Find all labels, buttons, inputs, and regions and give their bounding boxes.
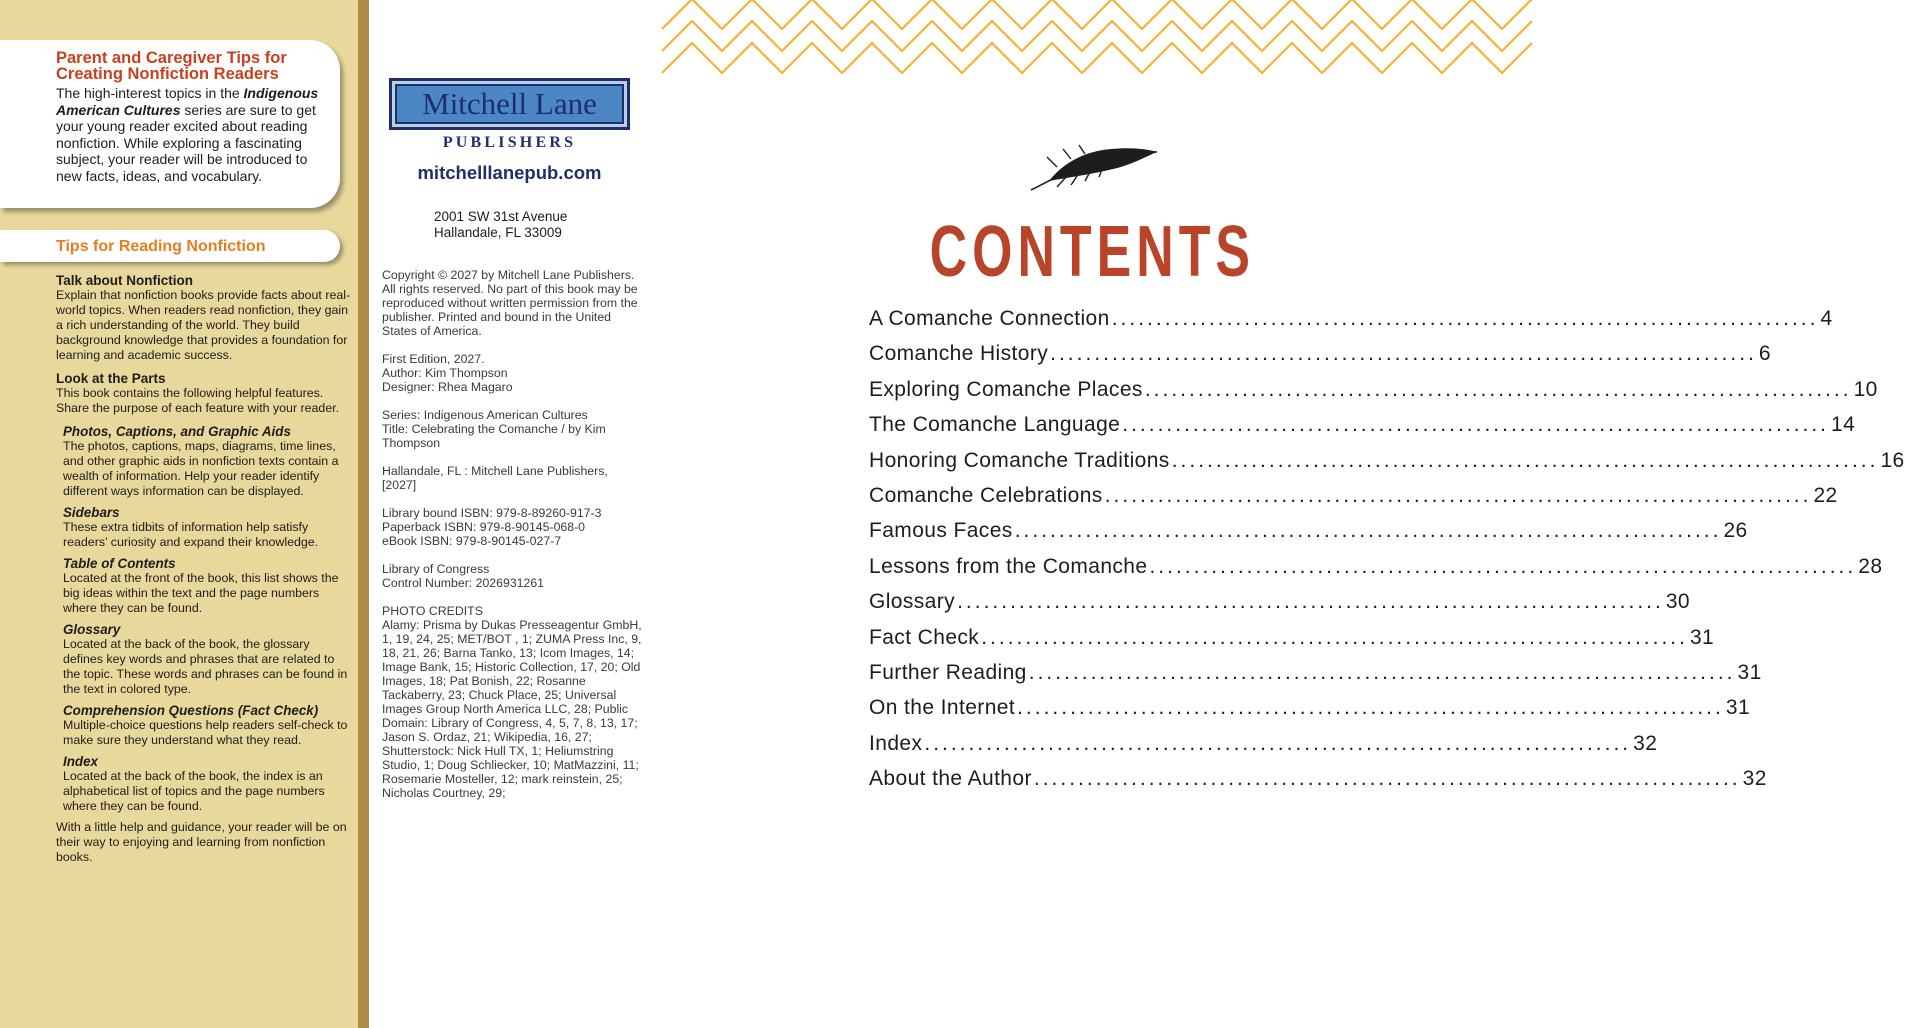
feature-title: Comprehension Questions (Fact Check) <box>63 703 319 718</box>
toc-label: Index <box>869 731 923 755</box>
toc-leader-dots: ................................................................................ <box>1014 519 1722 543</box>
toc-label: Famous Faces <box>869 519 1013 543</box>
toc-label: The Comanche Language <box>869 413 1121 437</box>
toc-page-number: 22 <box>1813 483 1838 507</box>
parts-title: Look at the Parts <box>56 371 166 386</box>
toc-label: Honoring Comanche Traditions <box>869 448 1170 472</box>
series: Series: Indigenous American Cultures <box>382 408 588 422</box>
intro-text: The high-interest topics in the Indigenous American Cultures series are sure to get your young reader excited about reading nonfiction. While exploring a fascinating subject, your reader will be introduced to new facts, ideas, and vocabulary. <box>56 85 319 184</box>
toc-page-number: 31 <box>1689 625 1715 649</box>
toc-label: A Comanche Connection <box>869 307 1110 330</box>
toc-entry[interactable] <box>869 413 1856 448</box>
toc-page-number: 10 <box>1853 377 1878 401</box>
zigzag-line <box>662 21 1532 51</box>
copyright-imprint <box>382 268 644 814</box>
table-of-contents <box>869 307 1905 802</box>
feature-title: Photos, Captions, and Graphic Aids <box>63 424 291 439</box>
toc-label: Further Reading <box>869 660 1027 684</box>
toc-page-number: 28 <box>1858 554 1883 578</box>
toc-entry[interactable] <box>869 590 1690 625</box>
copyright-text: Copyright © 2027 by Mitchell Lane Publishers. All rights reserved. No part of this book may be reproduced without written permission from the publisher. Printed and bound in the United States of America. <box>382 268 638 338</box>
toc-leader-dots: ................................................................................ <box>1104 483 1812 507</box>
toc-label: About the Author <box>869 767 1032 791</box>
edition-block <box>382 352 644 394</box>
toc-entry[interactable] <box>869 483 1838 519</box>
feature-text: Located at the front of the book, this list shows the big ideas within the text and the page numbers where they can be found. <box>63 571 339 615</box>
tips-header: Tips for Reading Nonfiction <box>56 238 266 255</box>
toc-page-number: 6 <box>1758 342 1771 366</box>
toc-label: On the Internet <box>869 696 1016 720</box>
toc-leader-dots: ................................................................................ <box>1017 696 1724 720</box>
publisher-address <box>434 209 567 241</box>
gutter-stripe <box>358 0 369 1028</box>
tips-body <box>56 273 352 873</box>
designer: Designer: Rhea Magaro <box>382 380 513 394</box>
toc-label: Comanche Celebrations <box>869 483 1103 507</box>
feather-icon <box>1027 143 1159 193</box>
toc-page-number: 16 <box>1880 448 1905 472</box>
feature-title: Sidebars <box>63 505 120 520</box>
author: Author: Kim Thompson <box>382 366 508 380</box>
publication-place: Hallandale, FL : Mitchell Lane Publishers, [2027] <box>382 464 608 492</box>
loc-line: Library of Congress <box>382 562 490 576</box>
toc-page-number: 32 <box>1742 767 1767 791</box>
toc-entry[interactable] <box>869 696 1751 731</box>
series-block <box>382 408 644 450</box>
logo-name: Mitchell Lane <box>422 86 597 121</box>
toc-page-number: 32 <box>1633 731 1658 755</box>
toc-entry[interactable] <box>869 625 1715 661</box>
toc-leader-dots: ................................................................................ <box>924 731 1632 755</box>
feature-text: Multiple-choice questions help readers self-check to make sure they understand what they read. <box>63 718 348 747</box>
toc-page-number: 31 <box>1737 660 1762 684</box>
publisher-url[interactable]: mitchelllanepub.com <box>417 162 602 183</box>
isbn-ebook: eBook ISBN: 979-8-90145-027-7 <box>382 534 562 548</box>
toc-entry[interactable] <box>869 307 1833 342</box>
zigzag-line <box>662 0 1532 29</box>
photo-credits <box>382 604 644 800</box>
feature-text: Located at the back of the book, the glossary defines key words and phrases that are related to the topic. These words and phrases can be found in the text in colored type. <box>63 637 348 696</box>
toc-entry[interactable] <box>869 554 1883 590</box>
toc-leader-dots: ................................................................................ <box>1033 767 1741 791</box>
talk-title: Talk about Nonfiction <box>56 273 193 288</box>
toc-label: Exploring Comanche Places <box>869 377 1143 401</box>
loc-line: Control Number: 2026931261 <box>382 576 545 590</box>
toc-entry[interactable] <box>869 731 1658 767</box>
toc-page-number: 30 <box>1665 590 1690 614</box>
feature-title: Index <box>63 754 98 769</box>
edition: First Edition, 2027. <box>382 352 485 366</box>
logo-plate <box>395 84 624 124</box>
isbn-library: Library bound ISBN: 979-8-89260-917-3 <box>382 506 602 520</box>
feature-title: Table of Contents <box>63 556 176 571</box>
closing-text: With a little help and guidance, your reader will be on their way to enjoying and learning from nonfiction books. <box>56 820 347 864</box>
toc-leader-dots: ................................................................................ <box>1028 660 1736 684</box>
isbn-block <box>382 506 644 548</box>
toc-entry[interactable] <box>869 767 1767 802</box>
feature-text: The photos, captions, maps, diagrams, time lines, and other graphic aids in nonfiction texts contain a wealth of information. Help your reader identify different ways information can be displayed. <box>63 439 339 498</box>
toc-page-number: 4 <box>1820 307 1833 330</box>
credits-title: PHOTO CREDITS <box>382 604 483 618</box>
toc-leader-dots: ................................................................................ <box>1144 377 1852 401</box>
toc-label: Fact Check <box>869 625 980 649</box>
toc-entry[interactable] <box>869 448 1905 484</box>
toc-label: Glossary <box>869 590 956 614</box>
address-line: 2001 SW 31st Avenue <box>434 209 568 224</box>
talk-text: Explain that nonfiction books provide facts about real-world topics. When readers read nonfiction, they gain a rich understanding of the world. They build background knowledge that provides a foundation for learning and academic success. <box>56 288 351 362</box>
toc-leader-dots: ................................................................................ <box>1111 307 1819 330</box>
toc-page-number: 31 <box>1725 696 1751 720</box>
intro-title: Parent and Caregiver Tips for Creating Nonfiction Readers <box>56 49 287 83</box>
toc-leader-dots: ................................................................................ <box>957 590 1664 614</box>
credits-text: Alamy: Prisma by Dukas Presseagentur GmbH, 1, 19, 24, 25; MET/BOT , 1; ZUMA Press Inc, 9, 18, 21, 26; Barna Tanko, 13; Icom Images, 14; Image Bank, 15; Historic Collection, 17, 20; Old Images, 18; Pat Bonish, 22; Rosanne Tackaberry, 23; Chuck Place, 25; Universal Images Group North America LLC, 28; Public Domain: Library of Congress, 4, 5, 7, 8, 13, 17; Jason S. Ordaz, 21; Wikipedia, 16, 27; Shutterstock: Nick Hull TX, 1; Heliumstring Studio, 1; Doug Schliecker, 10; MatMazzini, 11; Rosemarie Mosteller, 12; mark reinstein, 25; Nicholas Courtney, 29; <box>382 618 642 800</box>
series-name: Indigenous American Cultures <box>56 85 319 118</box>
zigzag-line <box>662 43 1532 73</box>
feature-text: These extra tidbits of information help satisfy readers’ curiosity and expand their knowledge. <box>63 520 319 549</box>
contents-title: CONTENTS <box>929 212 1256 292</box>
book-title: Title: Celebrating the Comanche / by Kim Thompson <box>382 422 606 450</box>
toc-label: Lessons from the Comanche <box>869 554 1148 578</box>
parts-text: This book contains the following helpful features. Share the purpose of each feature with your reader. <box>56 386 340 415</box>
toc-leader-dots: ................................................................................ <box>1122 413 1830 437</box>
zigzag-border <box>722 0 1445 76</box>
address-line: Hallandale, FL 33009 <box>434 225 562 240</box>
toc-label: Comanche History <box>869 342 1049 366</box>
toc-entry[interactable] <box>869 377 1878 413</box>
toc-entry[interactable] <box>869 660 1762 696</box>
toc-leader-dots: ................................................................................ <box>1149 554 1857 578</box>
toc-entry[interactable] <box>869 519 1748 554</box>
toc-leader-dots: ................................................................................ <box>1050 342 1757 366</box>
toc-leader-dots: ................................................................................ <box>981 625 1688 649</box>
toc-leader-dots: ................................................................................ <box>1171 448 1879 472</box>
feature-text: Located at the back of the book, the index is an alphabetical list of topics and the page numbers where they can be found. <box>63 769 325 813</box>
toc-page-number: 26 <box>1723 519 1748 543</box>
toc-entry[interactable] <box>869 342 1771 377</box>
feature-title: Glossary <box>63 622 121 637</box>
publisher-logo <box>389 78 630 130</box>
loc-block <box>382 562 644 590</box>
features-list <box>56 424 352 814</box>
logo-subtitle: PUBLISHERS <box>442 134 577 151</box>
isbn-paperback: Paperback ISBN: 979-8-90145-068-0 <box>382 520 586 534</box>
toc-page-number: 14 <box>1831 413 1856 437</box>
